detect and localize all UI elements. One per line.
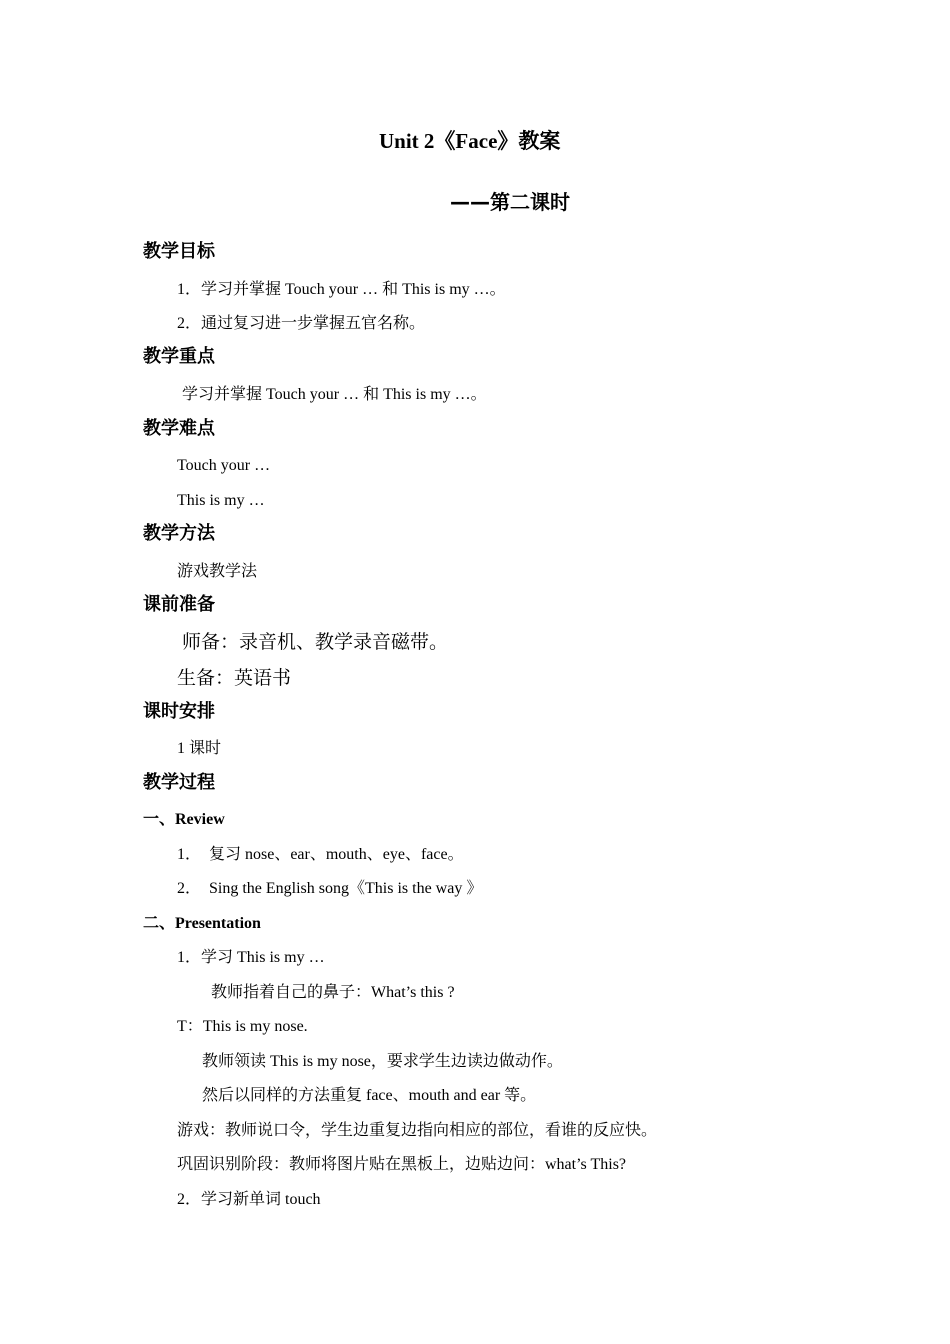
schedule-heading: 课时安排 xyxy=(143,701,215,722)
method-text: 游戏教学法 xyxy=(177,561,258,580)
presentation-line: 1．学习 This is my … xyxy=(177,949,325,966)
key-points-text: 学习并掌握 Touch your … 和 This is my …。 xyxy=(182,386,487,403)
process-heading: 教学过程 xyxy=(143,772,215,793)
difficulty-item: This is my … xyxy=(177,492,265,509)
preparation-heading: 课前准备 xyxy=(143,594,215,615)
goal-item: 1．学习并掌握 Touch your … 和 This is my …。 xyxy=(177,281,506,298)
presentation-line: 教师领读 This is my nose，要求学生边读边做动作。 xyxy=(202,1053,563,1070)
presentation-line: 游戏：教师说口令，学生边重复边指向相应的部位，看谁的反应快。 xyxy=(177,1122,658,1139)
method-heading: 教学方法 xyxy=(143,523,215,544)
review-item: 1． 复习 nose、ear、mouth、eye、face。 xyxy=(177,846,464,863)
lesson-subtitle: ——第二课时 xyxy=(450,190,570,214)
presentation-line: 教师指着自己的鼻子：What’s this ? xyxy=(211,984,455,1001)
document-title: Unit 2《Face》教案 xyxy=(379,129,561,153)
schedule-text: 1 课时 xyxy=(177,740,222,757)
presentation-line: 2．学习新单词 touch xyxy=(177,1191,321,1208)
key-points-heading: 教学重点 xyxy=(143,346,215,367)
difficulties-heading: 教学难点 xyxy=(143,418,215,439)
difficulty-item: Touch your … xyxy=(177,457,271,474)
presentation-line: 然后以同样的方法重复 face、mouth and ear 等。 xyxy=(202,1087,537,1104)
review-item: 2． Sing the English song《This is the way 》 xyxy=(177,880,483,897)
presentation-line: 巩固识别阶段：教师将图片贴在黑板上，边贴边问：what’s This? xyxy=(177,1156,627,1173)
presentation-heading: 二、Presentation xyxy=(143,915,261,932)
teacher-preparation: 师备：录音机、教学录音磁带。 xyxy=(182,631,449,653)
goals-heading: 教学目标 xyxy=(143,241,215,262)
goal-item: 2．通过复习进一步掌握五官名称。 xyxy=(177,315,426,332)
review-heading: 一、Review xyxy=(143,811,225,828)
presentation-line: T：This is my nose. xyxy=(177,1018,308,1035)
student-preparation: 生备：英语书 xyxy=(177,667,292,689)
